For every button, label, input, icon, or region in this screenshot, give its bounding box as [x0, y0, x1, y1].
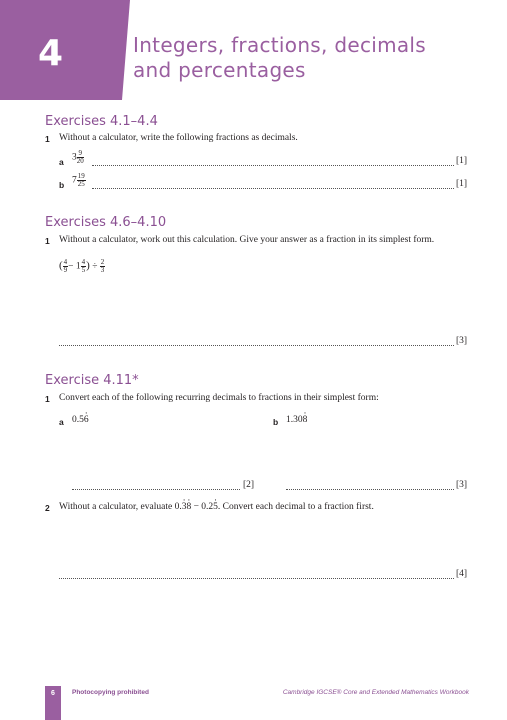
- footer-book-title: Cambridge IGCSE® Core and Extended Mathematics Workbook: [282, 689, 469, 696]
- part-label: a: [59, 417, 64, 427]
- fraction-denominator: 3: [100, 266, 105, 274]
- answer-line[interactable]: [72, 489, 240, 490]
- question-text: Without a calculator, write the following fractions as decimals.: [59, 133, 298, 143]
- mark-allocation: [3]: [456, 336, 468, 346]
- decimal-digits: − 0.2: [191, 502, 214, 512]
- fraction-numerator: 9: [78, 149, 82, 157]
- question-number: 1: [45, 134, 50, 144]
- chapter-number: 4: [38, 33, 64, 74]
- open-paren: (: [59, 259, 63, 272]
- question-text: Convert each of the following recurring decimals to fractions in their simplest form:: [59, 393, 379, 403]
- fraction-denominator: 25: [77, 180, 85, 188]
- fraction: [100, 259, 106, 274]
- chapter-title-line1: Integers, fractions, decimals: [133, 33, 427, 57]
- section-heading-1: Exercises 4.1–4.4: [45, 114, 158, 129]
- part-label: b: [59, 180, 65, 190]
- question-text-pre: Without a calculator, evaluate: [59, 502, 175, 512]
- fraction-numerator: 2: [100, 258, 105, 266]
- answer-line[interactable]: [59, 345, 454, 346]
- section-heading-3: Exercise 4.11*: [45, 373, 139, 388]
- divide-operator: ÷: [92, 261, 98, 272]
- chapter-tab-notch: [122, 0, 130, 100]
- recurring-digit: 6 ·: [84, 415, 89, 425]
- decimal-digits: 1.30: [286, 415, 303, 425]
- chapter-title-line2: and percentages: [133, 58, 306, 82]
- decimal-digits: 0.: [174, 502, 182, 512]
- part-label: a: [59, 157, 64, 167]
- question-text: [59, 501, 471, 513]
- chapter-title: [133, 33, 473, 83]
- decimal-digits: 0.5: [72, 415, 84, 425]
- recurring-decimal: [286, 415, 307, 425]
- answer-line[interactable]: [92, 188, 454, 189]
- question-number: 1: [45, 394, 50, 404]
- fraction-expression: [72, 150, 84, 165]
- footer-notice: Photocopying prohibited: [72, 689, 149, 696]
- answer-line[interactable]: [286, 489, 454, 490]
- question-text: Without a calculator, work out this calculation. Give your answer as a fraction in its simplest form.: [59, 235, 435, 245]
- question-number: 2: [45, 503, 50, 513]
- part-label: b: [273, 417, 279, 427]
- fraction: [77, 173, 86, 188]
- whole-number: 7: [72, 175, 77, 186]
- fraction-expression: [72, 173, 86, 188]
- recurring-digit: 5 ·: [213, 501, 218, 513]
- minus-whole: − 1: [68, 261, 81, 272]
- fraction: [77, 150, 84, 165]
- fraction-denominator: 5: [81, 266, 86, 274]
- fraction-numerator: 19: [77, 172, 85, 180]
- mark-allocation: [3]: [456, 480, 468, 490]
- mark-allocation: [4]: [456, 569, 468, 579]
- fraction-numerator: 4: [63, 258, 68, 266]
- fraction-denominator: 20: [76, 157, 84, 165]
- whole-number: 3: [72, 152, 77, 163]
- question-number: 1: [45, 236, 50, 246]
- mark-allocation: [2]: [243, 480, 255, 490]
- section-heading-2: Exercises 4.6–4.10: [45, 215, 167, 230]
- fraction-numerator: 4: [81, 258, 86, 266]
- calculation-expression: [59, 259, 105, 274]
- recurring-digit: 3 ·: [182, 501, 187, 513]
- recurring-digit: 8 ·: [303, 415, 308, 425]
- recurring-digit: 8 ·: [186, 501, 191, 513]
- answer-line[interactable]: [59, 578, 454, 579]
- answer-line[interactable]: [92, 165, 454, 166]
- fraction-denominator: 9: [63, 266, 68, 274]
- recurring-decimal: [72, 415, 89, 425]
- mark-allocation: [1]: [456, 179, 468, 189]
- page-number: 6: [51, 690, 55, 697]
- question-text-post: . Convert each decimal to a fraction first.: [217, 502, 374, 512]
- close-paren: ): [86, 259, 90, 272]
- mark-allocation: [1]: [456, 156, 468, 166]
